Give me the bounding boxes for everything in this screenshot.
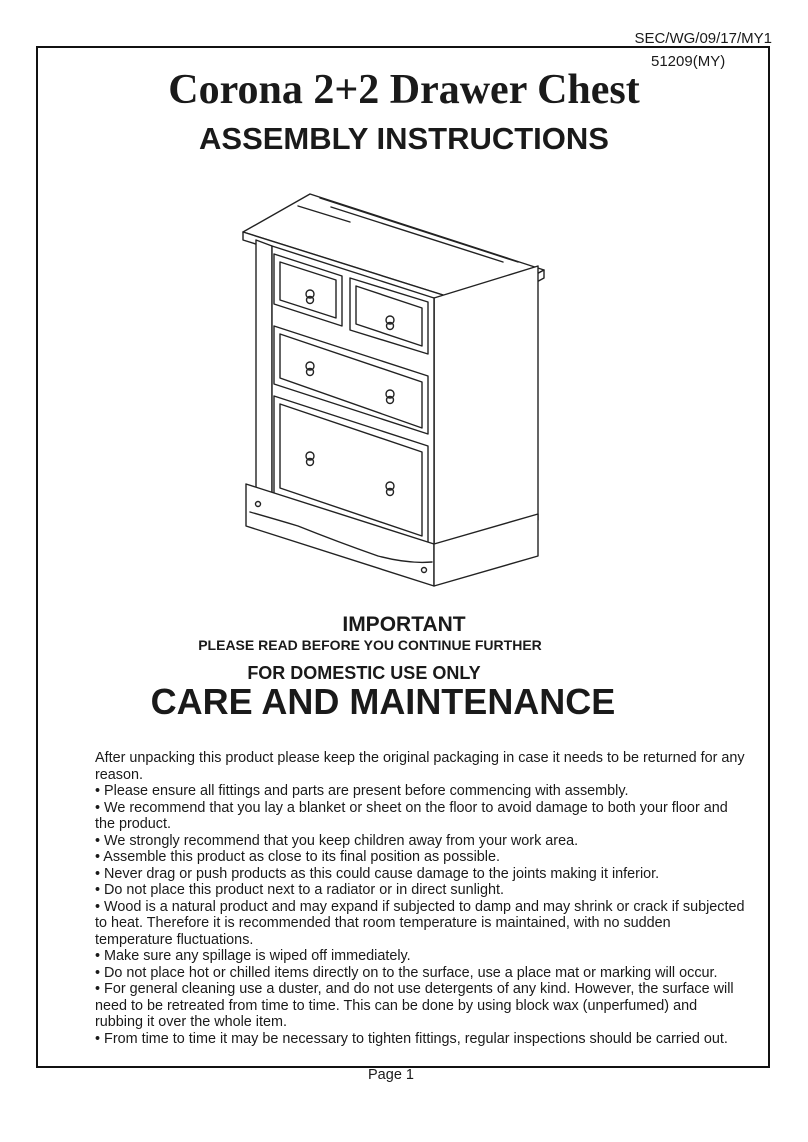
bullet-tighten-fittings: • From time to time it may be necessary to tighten fittings, regular inspections should be carried out.: [95, 1030, 728, 1047]
bullet-wood-natural: • Wood is a natural product and may expand if subjected to damp and may shrink or crack if subjected to heat. Therefore it is recommended that room temperature is maintained, with no sudden temperature fluctuations.: [95, 898, 745, 948]
product-model-code: 51209(MY): [651, 53, 726, 70]
bullet-cleaning: • For general cleaning use a duster, and do not use detergents of any kind. However, the surface will need to be retreated from time to time. This can be done by using block wax (unperfumed) and rubbing it over the whole item.: [95, 981, 734, 1030]
chest-right-side: [434, 266, 538, 550]
paragraph-packaging: After unpacking this product please keep the original packaging in case it needs to be returned for any reason.: [95, 750, 745, 783]
page-number: Page 1: [368, 1067, 414, 1083]
bullet-no-drag: • Never drag or push products as this could cause damage to the joints making it inferior.: [95, 865, 660, 882]
drawer-chest-illustration: [238, 190, 548, 600]
care-and-maintenance-heading: CARE AND MAINTENANCE: [150, 681, 616, 722]
bullet-radiator: • Do not place this product next to a radiator or in direct sunlight.: [95, 882, 504, 898]
product-title: Corona 2+2 Drawer Chest: [168, 67, 640, 113]
bullet-place-mat: • Do not place hot or chilled items directly on to the surface, use a place mat or marking will occur.: [95, 964, 718, 981]
read-before-notice: PLEASE READ BEFORE YOU CONTINUE FURTHER: [198, 637, 542, 653]
important-heading: IMPORTANT: [342, 613, 466, 636]
bullet-final-position: • Assemble this product as close to its final position as possible.: [95, 849, 500, 865]
bullet-blanket: • We recommend that you lay a blanket or sheet on the floor to avoid damage to both your floor and the product.: [95, 799, 728, 832]
domestic-use-notice: FOR DOMESTIC USE ONLY: [247, 663, 481, 683]
bullet-fittings: • Please ensure all fittings and parts are present before commencing with assembly.: [95, 783, 629, 799]
bullet-children: • We strongly recommend that you keep children away from your work area.: [95, 832, 579, 849]
document-reference-code: SEC/WG/09/17/MY1: [634, 30, 772, 47]
care-instructions-body: [95, 750, 745, 1047]
bullet-spillage: • Make sure any spillage is wiped off immediately.: [95, 948, 411, 964]
assembly-instructions-heading: ASSEMBLY INSTRUCTIONS: [199, 121, 609, 156]
